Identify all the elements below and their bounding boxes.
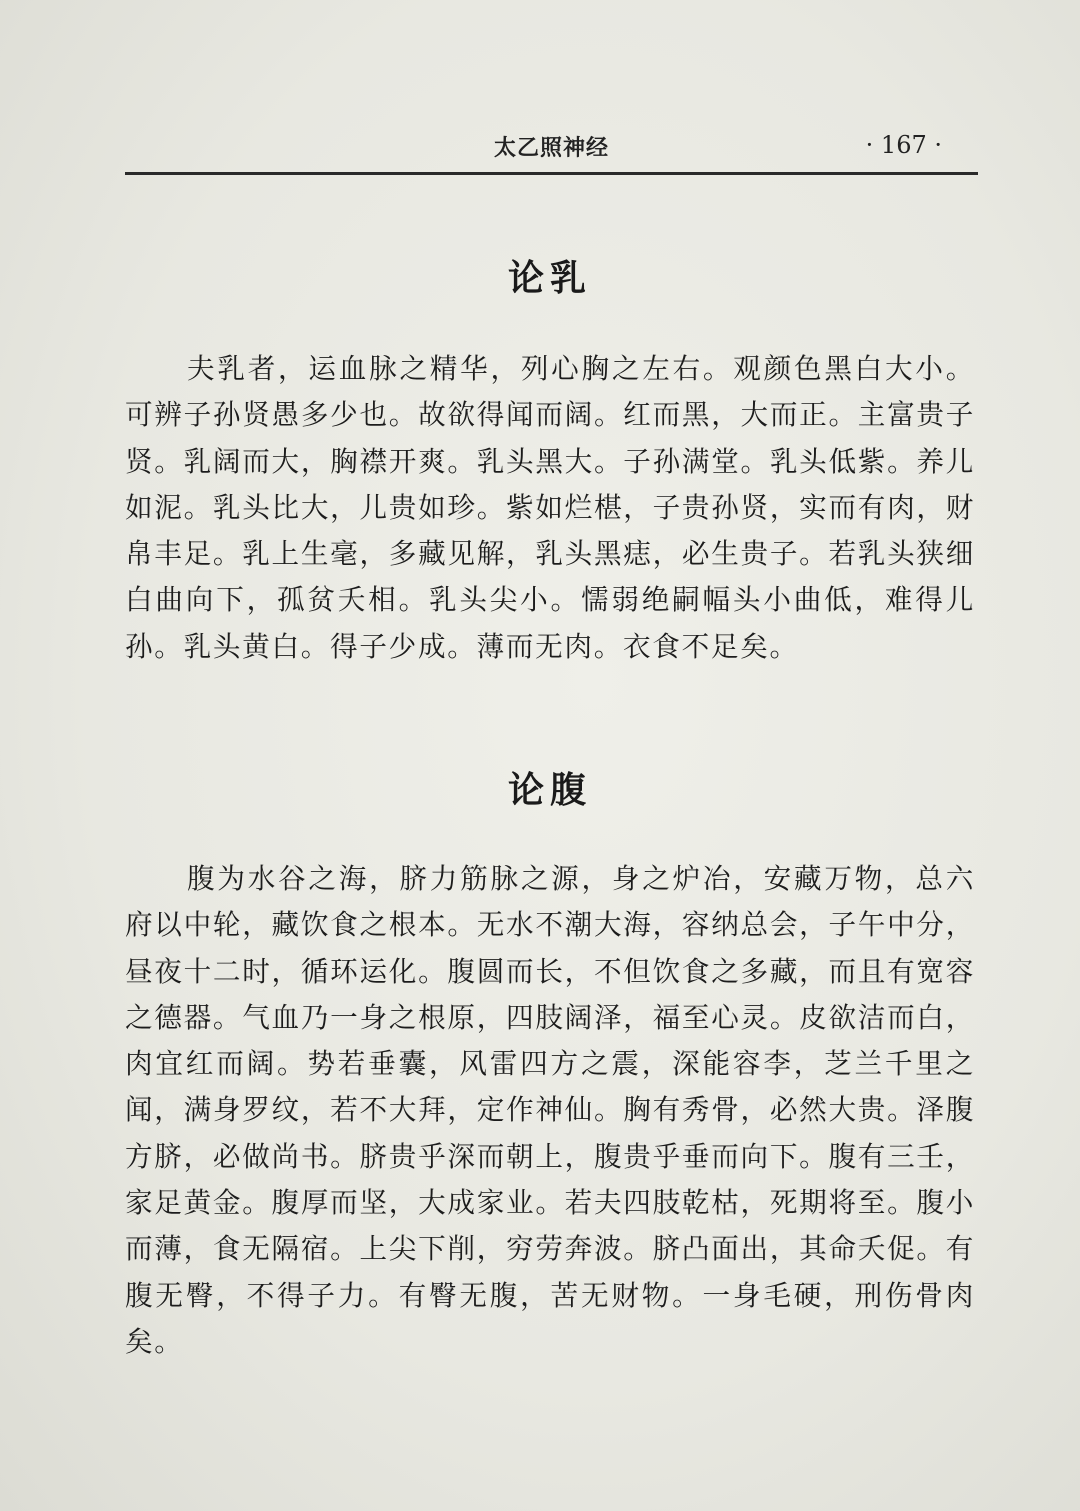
section-paragraph-breast: 夫乳者，运血脉之精华，列心胸之左右。观颜色黑白大小。可辨子孙贤愚多少也。故欲得闻而阔。红而黑，大而正。主富贵子贤。乳阔而大，胸襟开爽。乳头黑大。子孙满堂。乳头低紫。养儿如泥。乳头比大，儿贵如珍。紫如烂椹，子贵孙贤，实而有肉，财帛丰足。乳上生毫，多藏见解，乳头黑痣，必生贵子。若乳头狭细白曲向下，孤贫夭相。乳头尖小。懦弱绝嗣幅头小曲低，难得儿孙。乳头黄白。得子少成。薄而无肉。衣食不足矣。 [125,352,975,663]
running-header [125,128,978,168]
section-heading-abdomen: 论腹 [507,770,592,811]
page-number: · 167 · [865,131,942,159]
header-rule [125,172,978,175]
section-paragraph-abdomen: 腹为水谷之海，脐力筋脉之源，身之炉冶，安藏万物，总六府以中轮，藏饮食之根本。无水不潮大海，容纳总会，子午中分，昼夜十二时，循环运化。腹圆而长，不但饮食之多藏，而且有宽容之德器。气血乃一身之根原，四肢阔泽，福至心灵。皮欲洁而白，肉宜红而阔。势若垂囊，风雷四方之震，深能容李，芝兰千里之闻，满身罗纹，若不大拜，定作神仙。胸有秀骨，必然大贵。泽腹方脐，必做尚书。脐贵乎深而朝上，腹贵乎垂而向下。腹有三壬，家足黄金。腹厚而坚，大成家业。若夫四肢乾枯，死期将至。腹小而薄，食无隔宿。上尖下削，穷劳奔波。脐凸面出，其命夭促。有腹无臀，不得子力。有臀无腹，苦无财物。一身毛硬，刑伤骨肉矣。 [125,862,975,1358]
section-heading-breast: 论乳 [507,258,592,299]
running-title: 太乙照神经 [493,136,609,161]
